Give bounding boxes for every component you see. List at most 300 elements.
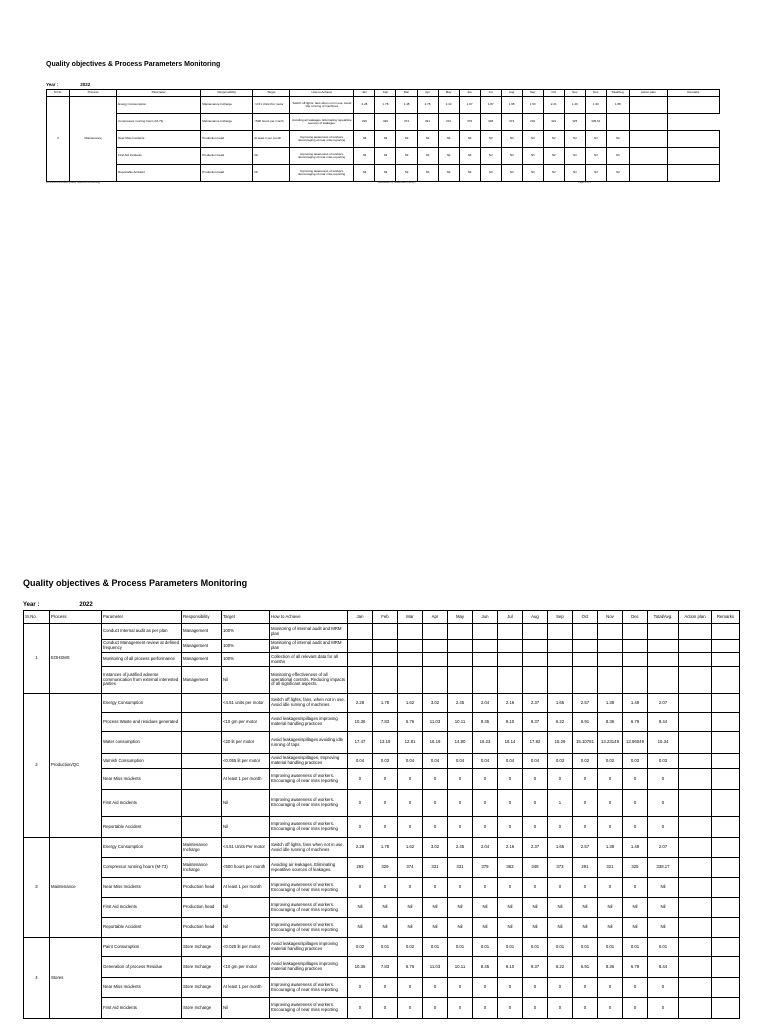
- value-cell: 0: [623, 998, 648, 1019]
- value-cell: Nil: [423, 898, 448, 918]
- value-cell: 2.28: [348, 694, 373, 713]
- value-cell: 0: [473, 790, 498, 817]
- target-cell: At least 1 per month: [222, 978, 270, 998]
- value-cell: 1.97: [459, 97, 480, 114]
- value-cell: 0: [423, 878, 448, 898]
- value-cell: 16.23: [473, 732, 498, 754]
- column-header: Nov: [564, 90, 585, 97]
- value-cell: 293: [348, 858, 373, 878]
- parameter-cell: Compressor running hours (M-73): [102, 858, 182, 878]
- objectives-table: [23, 610, 740, 1019]
- column-header: Remarks: [712, 611, 740, 624]
- how-to-achieve-cell: Improving awareness of workers. Encouraging of near miss reporting: [270, 817, 348, 838]
- value-cell: 0: [623, 878, 648, 898]
- value-cell: Nil: [373, 918, 398, 938]
- value-cell: 0: [373, 790, 398, 817]
- action-plan-cell: [679, 667, 712, 694]
- parameter-cell: Near Miss Incidents: [102, 978, 182, 998]
- value-cell: 0: [548, 978, 573, 998]
- value-cell: Nil: [648, 898, 679, 918]
- value-cell: 0.01: [373, 938, 398, 957]
- value-cell: 0.01: [623, 938, 648, 957]
- value-cell: 291: [573, 858, 598, 878]
- how-to-achieve-cell: Improving awareness of workers. Encouraging of near miss reporting: [270, 790, 348, 817]
- value-cell: 13.19: [373, 732, 398, 754]
- value-cell: Nil: [348, 918, 373, 938]
- value-cell: 0: [598, 978, 623, 998]
- value-cell: Nil: [548, 918, 573, 938]
- column-header: Parameter: [117, 90, 201, 97]
- target-cell: <10 gm per motor: [222, 713, 270, 732]
- target-cell: <4.51 Units Per motor: [222, 838, 270, 858]
- table-row: [24, 998, 740, 1019]
- value-cell: 2.10: [438, 97, 459, 114]
- how-to-achieve-cell: Improving awareness of workers. Encouraging of near miss reporting: [270, 878, 348, 898]
- value-cell: [523, 667, 548, 694]
- column-header: Target: [222, 611, 270, 624]
- value-cell: [498, 624, 523, 640]
- parameter-cell: Conduct Internal audit as per plan: [102, 624, 182, 640]
- value-cell: [573, 624, 598, 640]
- value-cell: [398, 640, 423, 653]
- parameter-cell: First Aid Incidents: [102, 898, 182, 918]
- sr-no-cell: 4: [24, 938, 50, 1019]
- value-cell: 0: [573, 790, 598, 817]
- table-row: [47, 97, 720, 114]
- remarks-cell: [667, 97, 719, 114]
- action-plan-cell: [629, 165, 667, 182]
- value-cell: 14.80: [448, 732, 473, 754]
- column-header: May: [438, 90, 459, 97]
- value-cell: Nil: [396, 165, 417, 182]
- value-cell: 0: [523, 998, 548, 1019]
- column-header: Total/Avg.: [606, 90, 629, 97]
- target-cell: Nil: [222, 817, 270, 838]
- value-cell: 321: [598, 858, 623, 878]
- action-plan-cell: [679, 898, 712, 918]
- table-row: [24, 978, 740, 998]
- responsibility-cell: Management: [182, 667, 222, 694]
- target-cell: <0.025 lit per motor: [222, 938, 270, 957]
- value-cell: [448, 640, 473, 653]
- table-row: [24, 878, 740, 898]
- value-cell: Nil: [606, 165, 629, 182]
- table-row: [47, 131, 720, 148]
- how-to-achieve-cell: Switch off lights, fans when not in use. Avoid idle running of machines: [290, 97, 354, 114]
- responsibility-cell: [182, 790, 222, 817]
- value-cell: Nil: [598, 898, 623, 918]
- value-cell: 0.02: [598, 754, 623, 769]
- value-cell: 0: [373, 878, 398, 898]
- how-to-achieve-cell: Avoid leakages/spillages improving material handling practices: [270, 713, 348, 732]
- value-cell: [548, 624, 573, 640]
- remarks-cell: [712, 713, 740, 732]
- target-cell: Nil: [222, 790, 270, 817]
- value-cell: 0.01: [498, 938, 523, 957]
- value-cell: 0: [648, 790, 679, 817]
- value-cell: Nil: [585, 148, 606, 165]
- action-plan-cell: [679, 817, 712, 838]
- table-row: [24, 898, 740, 918]
- value-cell: Nil: [354, 148, 375, 165]
- value-cell: 11.03: [423, 713, 448, 732]
- value-cell: 1.30: [585, 97, 606, 114]
- value-cell: [373, 667, 398, 694]
- table-row: [24, 713, 740, 732]
- value-cell: [623, 653, 648, 667]
- value-cell: 1.78: [375, 97, 396, 114]
- value-cell: Nil: [523, 918, 548, 938]
- value-cell: 1.48: [396, 97, 417, 114]
- value-cell: 2.28: [354, 97, 375, 114]
- action-plan-cell: [679, 858, 712, 878]
- value-cell: 0: [423, 998, 448, 1019]
- value-cell: Nil: [564, 148, 585, 165]
- column-header: Aug: [523, 611, 548, 624]
- how-to-achieve-cell: Avoiding air leakages. Eliminating repeatitive sources of leakages.: [290, 114, 354, 131]
- value-cell: Nil: [523, 898, 548, 918]
- action-plan-cell: [679, 790, 712, 817]
- value-cell: Nil: [548, 898, 573, 918]
- value-cell: Nil: [375, 148, 396, 165]
- column-header: Sr.No.: [47, 90, 70, 97]
- value-cell: 0.03: [548, 754, 573, 769]
- value-cell: 0: [498, 878, 523, 898]
- process-cell: Maintenance: [70, 97, 117, 182]
- value-cell: 18.14: [498, 732, 523, 754]
- sr-no-cell: 3: [24, 838, 50, 938]
- table-row: [24, 817, 740, 838]
- value-cell: [348, 653, 373, 667]
- value-cell: Nil: [501, 131, 522, 148]
- value-cell: Nil: [417, 165, 438, 182]
- value-cell: Nil: [522, 148, 543, 165]
- value-cell: Nil: [501, 165, 522, 182]
- responsibility-cell: Management: [182, 624, 222, 640]
- value-cell: 1.65: [548, 838, 573, 858]
- value-cell: 0: [623, 978, 648, 998]
- remarks-cell: [712, 640, 740, 653]
- how-to-achieve-cell: Improving awareness of workers. Encouraging of near miss reporting: [290, 148, 354, 165]
- value-cell: Nil: [522, 165, 543, 182]
- value-cell: 0.04: [498, 754, 523, 769]
- action-plan-cell: [679, 754, 712, 769]
- remarks-cell: [629, 114, 667, 131]
- value-cell: [598, 624, 623, 640]
- remarks-cell: [712, 998, 740, 1019]
- value-cell: 0: [573, 998, 598, 1019]
- parameter-cell: Energy Consumption: [102, 694, 182, 713]
- value-cell: 0: [448, 817, 473, 838]
- value-cell: 293: [354, 114, 375, 131]
- table-row: [24, 918, 740, 938]
- year-label: Year :: [46, 82, 59, 87]
- value-cell: 15.34: [648, 732, 679, 754]
- remarks-cell: [712, 732, 740, 754]
- responsibility-cell: [182, 732, 222, 754]
- value-cell: 331: [448, 858, 473, 878]
- responsibility-cell: Maintenance Incharge: [201, 114, 253, 131]
- value-cell: 1: [548, 790, 573, 817]
- value-cell: 0: [423, 769, 448, 790]
- page-title-small: Quality objectives & Process Parameters Monitoring: [46, 61, 221, 68]
- value-cell: 1.53: [522, 97, 543, 114]
- value-cell: Nil: [398, 918, 423, 938]
- value-cell: Nil: [498, 898, 523, 918]
- process-cell: Stores: [50, 938, 102, 1019]
- value-cell: 0: [348, 769, 373, 790]
- value-cell: 6.22: [548, 957, 573, 978]
- value-cell: 0.01: [598, 938, 623, 957]
- target-cell: <10 gm per motor: [222, 957, 270, 978]
- how-to-achieve-cell: Improving awareness of workers. Encouraging of near miss reporting: [270, 769, 348, 790]
- value-cell: 0.02: [573, 754, 598, 769]
- value-cell: 0: [498, 817, 523, 838]
- table-row: [24, 653, 740, 667]
- sr-no-cell: 3: [47, 97, 70, 182]
- column-header: Feb: [375, 90, 396, 97]
- responsibility-cell: Maintenance Incharge: [182, 838, 222, 858]
- remarks-cell: [712, 653, 740, 667]
- value-cell: Nil: [648, 878, 679, 898]
- value-cell: 8.36: [598, 713, 623, 732]
- year-value: 2022: [80, 82, 91, 87]
- value-cell: [648, 653, 679, 667]
- value-cell: 8.44: [648, 957, 679, 978]
- remarks-cell: [712, 898, 740, 918]
- remarks-cell: [712, 918, 740, 938]
- value-cell: 8.36: [598, 957, 623, 978]
- column-header: Oct: [573, 611, 598, 624]
- responsibility-cell: Production head: [182, 878, 222, 898]
- value-cell: 0: [348, 998, 373, 1019]
- column-header: Apr: [423, 611, 448, 624]
- value-cell: 0: [398, 817, 423, 838]
- value-cell: 0: [373, 817, 398, 838]
- value-cell: 8.45: [473, 713, 498, 732]
- column-header: How to Achieve: [270, 611, 348, 624]
- target-cell: <4.51 units per motor: [222, 694, 270, 713]
- value-cell: [623, 667, 648, 694]
- table-row: [24, 667, 740, 694]
- value-cell: 0: [648, 978, 679, 998]
- target-cell: <500 hours per month: [222, 858, 270, 878]
- value-cell: 373: [501, 114, 522, 131]
- page-title: Quality objectives & Process Parameters Monitoring: [23, 578, 248, 588]
- value-cell: [473, 640, 498, 653]
- action-plan-cell: [679, 998, 712, 1019]
- value-cell: 374: [398, 858, 423, 878]
- value-cell: 0: [548, 878, 573, 898]
- value-cell: 0: [398, 998, 423, 1019]
- value-cell: 0: [373, 978, 398, 998]
- column-header: May: [448, 611, 473, 624]
- value-cell: 2.04: [473, 694, 498, 713]
- value-cell: Nil: [423, 918, 448, 938]
- remarks-cell: [712, 790, 740, 817]
- value-cell: 291: [522, 114, 543, 131]
- table-row: [24, 838, 740, 858]
- value-cell: 0: [623, 790, 648, 817]
- how-to-achieve-cell: Avoid leakages/spillages improving material handling practices: [270, 938, 348, 957]
- target-cell: <500 hours per month: [253, 114, 290, 131]
- action-plan-cell: [629, 148, 667, 165]
- target-cell: Nil: [253, 148, 290, 165]
- value-cell: Nil: [375, 165, 396, 182]
- parameter-cell: Conduct Management review at defined frequency: [102, 640, 182, 653]
- action-plan-cell: [679, 918, 712, 938]
- value-cell: 0: [573, 769, 598, 790]
- value-cell: 0: [598, 790, 623, 817]
- value-cell: 13.86049: [623, 732, 648, 754]
- parameter-cell: Compressor running hours (M-73): [117, 114, 201, 131]
- value-cell: 8.44: [648, 713, 679, 732]
- parameter-cell: First Aid Incidents: [117, 148, 201, 165]
- parameter-cell: Reportable Accident: [102, 918, 182, 938]
- table-header-small: [47, 90, 720, 97]
- responsibility-cell: Production head: [182, 918, 222, 938]
- value-cell: [573, 653, 598, 667]
- value-cell: 0: [548, 998, 573, 1019]
- value-cell: 1.38: [598, 838, 623, 858]
- value-cell: 0: [448, 978, 473, 998]
- column-header: Sr.No.: [24, 611, 50, 624]
- how-to-achieve-cell: Monitoring of internal audit and MRM plan: [270, 640, 348, 653]
- value-cell: 12.81: [398, 732, 423, 754]
- value-cell: 0: [423, 978, 448, 998]
- how-to-achieve-cell: Collection of all relevant data for all months: [270, 653, 348, 667]
- value-cell: Nil: [480, 148, 501, 165]
- column-header: Mar: [396, 90, 417, 97]
- value-cell: [373, 653, 398, 667]
- value-cell: 2.45: [448, 694, 473, 713]
- table-header: [24, 611, 740, 624]
- table-row: [24, 769, 740, 790]
- value-cell: 10.36: [348, 713, 373, 732]
- parameter-cell: Paint Consumption: [102, 938, 182, 957]
- remarks-cell: [667, 131, 719, 148]
- value-cell: 0.03: [623, 754, 648, 769]
- value-cell: [498, 640, 523, 653]
- value-cell: 0: [473, 978, 498, 998]
- action-plan-cell: [606, 114, 629, 131]
- value-cell: 0: [598, 769, 623, 790]
- value-cell: Nil: [348, 898, 373, 918]
- column-header: Target: [253, 90, 290, 97]
- table-row: [24, 790, 740, 817]
- target-cell: <0.055 lit per motor: [222, 754, 270, 769]
- value-cell: 331: [417, 114, 438, 131]
- value-cell: Nil: [648, 918, 679, 938]
- value-cell: [448, 653, 473, 667]
- value-cell: Nil: [543, 131, 564, 148]
- value-cell: Nil: [438, 165, 459, 182]
- responsibility-cell: Production head: [201, 165, 253, 182]
- value-cell: 9.10: [498, 957, 523, 978]
- value-cell: 0: [448, 998, 473, 1019]
- value-cell: Nil: [417, 131, 438, 148]
- parameter-cell: Near Miss Incidents: [102, 769, 182, 790]
- value-cell: 6.91: [573, 713, 598, 732]
- value-cell: 0: [573, 817, 598, 838]
- value-cell: 6.76: [398, 957, 423, 978]
- value-cell: 0.04: [473, 754, 498, 769]
- value-cell: 1.49: [623, 838, 648, 858]
- value-cell: Nil: [396, 131, 417, 148]
- value-cell: 2.45: [448, 838, 473, 858]
- action-plan-cell: [679, 653, 712, 667]
- how-to-achieve-cell: Monitoring effectiveness of all operational controls, Reducing impacts of all significant aspects.: [270, 667, 348, 694]
- value-cell: 0: [398, 878, 423, 898]
- table-row: [47, 165, 720, 182]
- parameter-cell: Near Miss Incidents: [117, 131, 201, 148]
- objectives-table-small: [46, 89, 720, 182]
- column-header: Jul: [498, 611, 523, 624]
- remarks-cell: [712, 754, 740, 769]
- table-row: [24, 694, 740, 713]
- parameter-cell: Energy Consumption: [117, 97, 201, 114]
- value-cell: 1.88: [606, 97, 629, 114]
- remarks-cell: [712, 878, 740, 898]
- how-to-achieve-cell: Avoid leakages/spillages improving material handling practices: [270, 957, 348, 978]
- parameter-cell: Generation of process Residue: [102, 957, 182, 978]
- value-cell: Nil: [585, 165, 606, 182]
- value-cell: 2.37: [523, 694, 548, 713]
- value-cell: Nil: [438, 131, 459, 148]
- how-to-achieve-cell: Improving awareness of workers. Encouraging of near miss reporting: [270, 918, 348, 938]
- value-cell: 2.16: [498, 838, 523, 858]
- column-header: Dec: [585, 90, 606, 97]
- value-cell: [398, 667, 423, 694]
- how-to-achieve-cell: Avoid leakages/spillages, Improving material handling practices: [270, 754, 348, 769]
- value-cell: 0: [573, 878, 598, 898]
- value-cell: [523, 653, 548, 667]
- value-cell: 321: [543, 114, 564, 131]
- value-cell: Nil: [543, 148, 564, 165]
- value-cell: 1.78: [373, 838, 398, 858]
- value-cell: Nil: [606, 148, 629, 165]
- column-header: Oct: [543, 90, 564, 97]
- column-header: Dec: [623, 611, 648, 624]
- how-to-achieve-cell: Monitoring of internal audit and MRM plan: [270, 624, 348, 640]
- sr-no-cell: 1: [24, 624, 50, 694]
- value-cell: 1.87: [480, 97, 501, 114]
- footer-mid: [Reviewed by:Head/Date of entry]: [378, 181, 416, 184]
- value-cell: Nil: [480, 165, 501, 182]
- value-cell: 15.29: [548, 732, 573, 754]
- table-row: [24, 957, 740, 978]
- value-cell: 0: [623, 817, 648, 838]
- value-cell: 17.82: [523, 732, 548, 754]
- column-header: Mar: [398, 611, 423, 624]
- parameter-cell: Energy Consumption: [102, 838, 182, 858]
- action-plan-cell: [679, 938, 712, 957]
- value-cell: 0: [373, 998, 398, 1019]
- value-cell: Nil: [448, 898, 473, 918]
- column-header: Jun: [459, 90, 480, 97]
- value-cell: 0: [523, 769, 548, 790]
- action-plan-cell: [679, 769, 712, 790]
- value-cell: 0: [448, 878, 473, 898]
- target-cell: 100%: [222, 640, 270, 653]
- column-header: Sep: [522, 90, 543, 97]
- value-cell: Nil: [480, 131, 501, 148]
- parameter-cell: Reportable Accident: [117, 165, 201, 182]
- parameter-cell: Instances of justified adverse communication from external interested parties: [102, 667, 182, 694]
- value-cell: 0: [473, 817, 498, 838]
- column-header: Parameter: [102, 611, 182, 624]
- how-to-achieve-cell: Avoiding air leakages. Eliminating repeatitive sources of leakages.: [270, 858, 348, 878]
